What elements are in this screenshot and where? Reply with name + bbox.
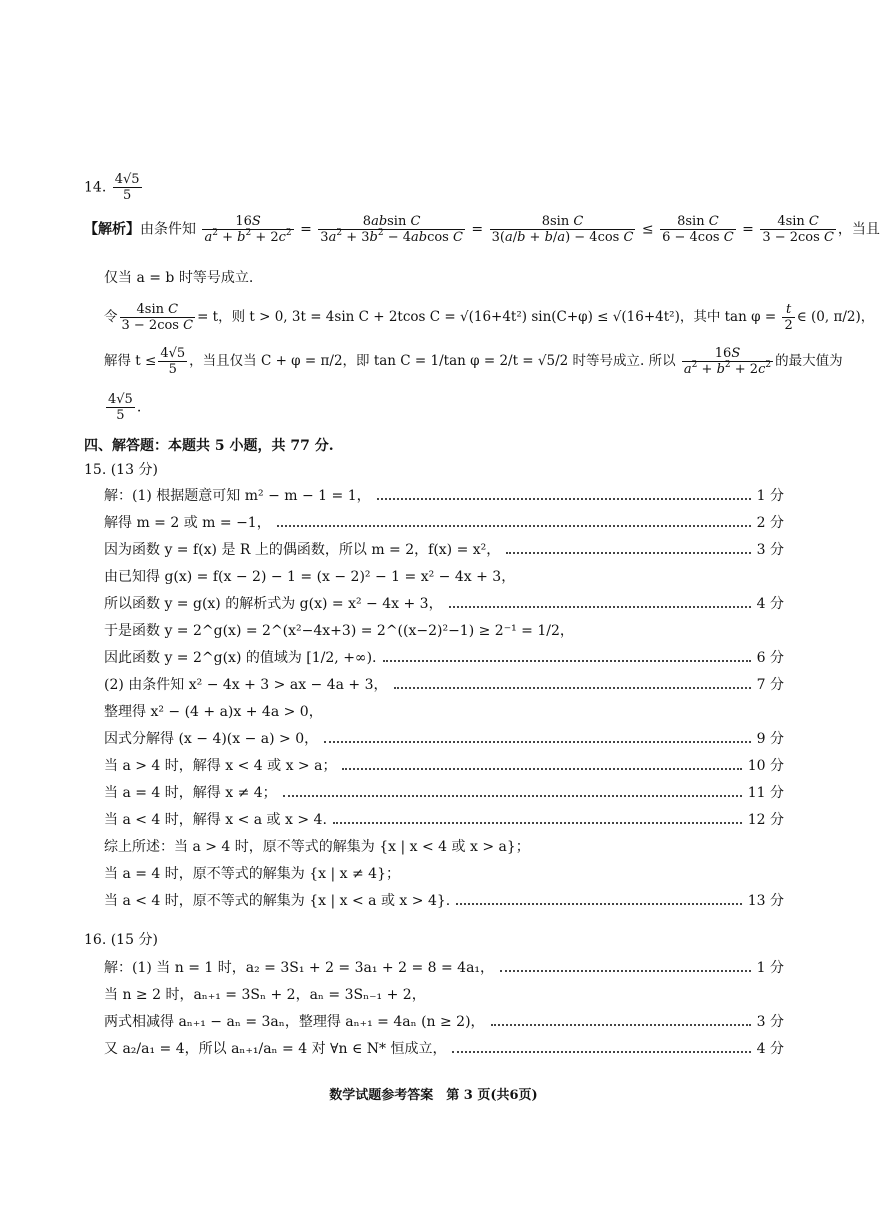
section-title: 四、解答题：本题共 5 小题，共 77 分.	[84, 438, 334, 454]
leader-dots	[283, 795, 742, 797]
solution-line	[104, 862, 784, 884]
leader-dots	[377, 498, 751, 500]
solution-line-text: 当 a > 4 时，解得 x < 4 或 x > a；	[104, 758, 337, 774]
leader-dots	[342, 768, 741, 770]
leader-dots	[449, 606, 751, 608]
solution-line-text: 又 a₂/a₁ = 4，所以 aₙ₊₁/aₙ = 4 对 ∀n ∈ N* 恒成立，	[104, 1041, 447, 1057]
solution-line-text: 由已知得 g(x) = f(x − 2) − 1 = (x − 2)² − 1 = x² − 4x + 3，	[104, 569, 516, 585]
solution-line-text: 整理得 x² − (4 + a)x + 4a > 0，	[104, 704, 323, 720]
solution-line	[104, 511, 784, 533]
solution-line	[104, 565, 784, 587]
leader-dots	[324, 741, 750, 743]
solution-line-text: 当 a = 4 时，解得 x ≠ 4；	[104, 785, 277, 801]
q14-analysis-line3: 令 $\frac{\text{4sin C}}{\text{3 − 2cos C}}$ = t，则 t > 0, 3t = 4sin C + 2tcos C = √(16+4t²) sin(C+φ) ≤ √(16+4t²)，其中 tan φ = $\frac{t}{2}$ ∈ (0, π/2)，	[104, 302, 875, 333]
score-mark: 10 分	[747, 758, 784, 774]
solution-line-text: 因此函数 y = 2^g(x) 的值域为 [1/2, +∞).	[104, 650, 377, 666]
solution-line	[104, 619, 784, 641]
solution-line-text: 所以函数 y = g(x) 的解析式为 g(x) = x² − 4x + 3，	[104, 596, 443, 612]
score-mark: 11 分	[747, 785, 784, 801]
solution-line-text: 解：(1) 根据题意可知 m² − m − 1 = 1，	[104, 488, 371, 504]
score-mark: 13 分	[747, 893, 784, 909]
solution-line	[104, 1010, 784, 1032]
solution-line-text: (2) 由条件知 x² − 4x + 3 > ax − 4a + 3，	[104, 677, 388, 693]
solution-line	[104, 889, 784, 911]
leader-dots	[333, 822, 742, 824]
solution-line	[104, 700, 784, 722]
q14-analysis-line2: 仅当 a = b 时等号成立.	[104, 270, 254, 286]
q15-header: 15. (13 分)	[84, 462, 158, 478]
solution-line	[104, 808, 784, 830]
q14-final-answer: $\frac{4√5}{5}$ .	[108, 392, 142, 423]
score-mark: 2 分	[756, 515, 784, 531]
solution-line	[104, 727, 784, 749]
solution-line-text: 当 a < 4 时，解得 x < a 或 x > 4.	[104, 812, 327, 828]
solution-line	[104, 592, 784, 614]
solution-line	[104, 781, 784, 803]
score-mark: 3 分	[756, 1014, 784, 1030]
leader-dots	[277, 525, 751, 527]
solution-line	[104, 538, 784, 560]
score-mark: 7 分	[756, 677, 784, 693]
solution-line	[104, 983, 784, 1005]
score-mark: 4 分	[756, 596, 784, 612]
solution-line	[104, 484, 784, 506]
solution-line-text: 解：(1) 当 n = 1 时，a₂ = 3S₁ + 2 = 3a₁ + 2 = 8 = 4a₁，	[104, 960, 495, 976]
q14-answer-fraction: $\frac{4√5}{5}$	[114, 172, 140, 203]
score-mark: 6 分	[756, 650, 784, 666]
solution-line	[104, 956, 784, 978]
solution-line	[104, 673, 784, 695]
leader-dots	[500, 970, 751, 972]
solution-line-text: 两式相减得 aₙ₊₁ − aₙ = 3aₙ，整理得 aₙ₊₁ = 4aₙ (n ≥ 2)，	[104, 1014, 485, 1030]
score-mark: 4 分	[756, 1041, 784, 1057]
leader-dots	[506, 552, 750, 554]
leader-dots	[383, 660, 751, 662]
solution-line	[104, 1037, 784, 1059]
leader-dots	[491, 1024, 751, 1026]
solution-line-text: 因式分解得 (x − 4)(x − a) > 0，	[104, 731, 319, 747]
q14-analysis-line4: 解得 t ≤ $\frac{4√5}{5}$ ，当且仅当 C + φ = π/2，即 tan C = 1/tan φ = 2/t = √5/2 时等号成立. 所以 $\frac{16S}{a^2 + b^2 + 2c^2}$ 的最大值为	[104, 346, 843, 377]
solution-line-text: 因为函数 y = f(x) 是 R 上的偶函数，所以 m = 2，f(x) = x²，	[104, 542, 501, 558]
leader-dots	[452, 1051, 750, 1053]
solution-line-text: 当 a < 4 时，原不等式的解集为 {x | x < a 或 x > 4}.	[104, 893, 451, 909]
solution-line-text: 综上所述：当 a > 4 时，原不等式的解集为 {x | x < 4 或 x > a}；	[104, 839, 530, 855]
solution-line	[104, 754, 784, 776]
page-footer: 数学试题参考答案 第 3 页(共6页)	[329, 1088, 538, 1103]
q14-analysis-line1: 【解析】由条件知 $\frac{16S}{a^2 + b^2 + 2c^2}$ = $\frac{\text{8absin C}}{3a^2 + 3b^2 - 4abcos C}$ = $\frac{\text{8sin C}}{\text{3(a/b + b/a) − 4cos C}}$ ≤ $\frac{\text{8sin C}}{\text{6 − 4cos C}}$ = $\frac{\text{4sin C}}{\text{3 − 2cos C}}$ ，当且	[84, 214, 880, 245]
solution-line-text: 当 n ≥ 2 时，aₙ₊₁ = 3Sₙ + 2，aₙ = 3Sₙ₋₁ + 2，	[104, 987, 426, 1003]
q16-header: 16. (15 分)	[84, 932, 158, 948]
score-mark: 12 分	[747, 812, 784, 828]
solution-line-text: 解得 m = 2 或 m = −1，	[104, 515, 271, 531]
solution-line-text: 当 a = 4 时，原不等式的解集为 {x | x ≠ 4}；	[104, 866, 400, 882]
leader-dots	[456, 903, 742, 905]
solution-line	[104, 646, 784, 668]
score-mark: 9 分	[756, 731, 784, 747]
score-mark: 1 分	[756, 960, 784, 976]
solution-line	[104, 835, 784, 857]
score-mark: 3 分	[756, 542, 784, 558]
q14-number: 14. $\frac{4√5}{5}$	[84, 172, 140, 203]
score-mark: 1 分	[756, 488, 784, 504]
leader-dots	[394, 687, 751, 689]
solution-line-text: 于是函数 y = 2^g(x) = 2^(x²−4x+3) = 2^((x−2)²−1) ≥ 2⁻¹ = 1/2，	[104, 623, 574, 639]
